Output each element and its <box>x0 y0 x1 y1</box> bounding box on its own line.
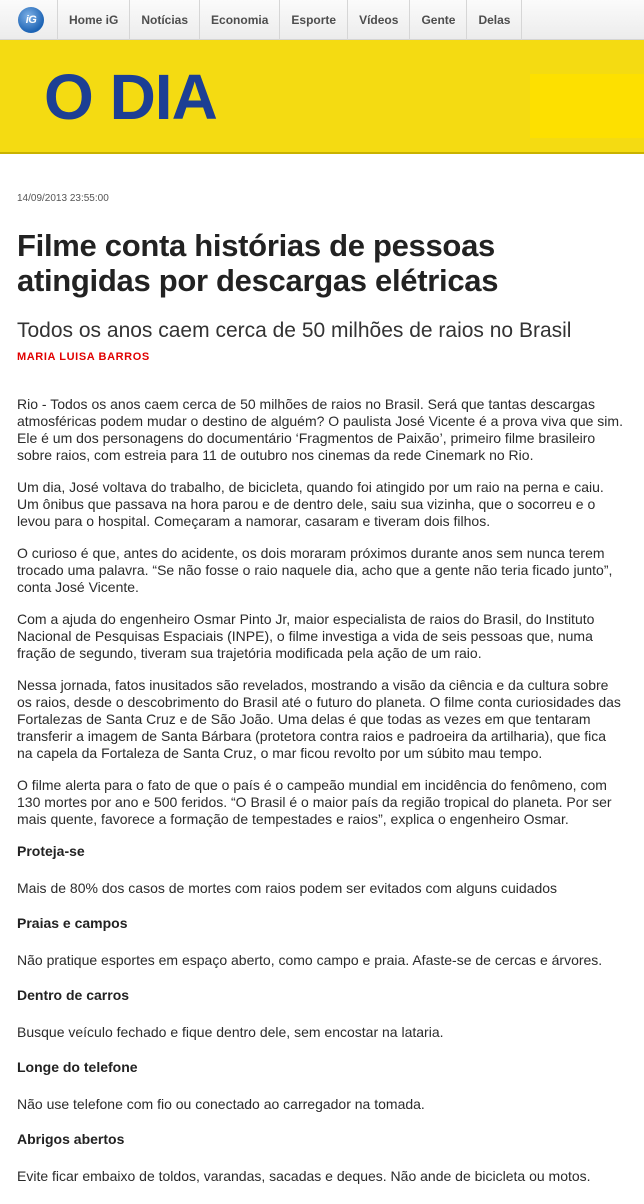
tip-text: Mais de 80% dos casos de mortes com raios podem ser evitados com alguns cuidados <box>17 880 558 896</box>
nav-delas[interactable]: Delas <box>466 0 522 40</box>
article-date: 14/09/2013 23:55:00 <box>17 193 109 204</box>
nav-gente[interactable]: Gente <box>409 0 466 40</box>
article-author[interactable]: MARIA LUISA BARROS <box>17 351 150 363</box>
article-paragraph: O filme alerta para o fato de que o país é o campeão mundial em incidência do fenômeno, com 130 mortes por ano e 500 feridos. “O Brasil é o maior país da região tropical do planeta. Por ser mais quente, favorece a formação de tempestades e raios”, explica o engenheiro Osmar. <box>17 777 612 827</box>
ig-logo[interactable]: iG <box>18 7 44 33</box>
tip-heading: Proteja-se <box>17 843 85 859</box>
article <box>17 193 625 1203</box>
nav-economia[interactable]: Economia <box>199 0 279 40</box>
tip-heading: Abrigos abertos <box>17 1131 125 1147</box>
top-navigation-bar <box>0 0 644 40</box>
nav-esporte[interactable]: Esporte <box>279 0 347 40</box>
tip-text: Não pratique esportes em espaço aberto, como campo e praia. Afaste-se de cercas e árvores. <box>17 952 603 968</box>
article-paragraph: Um dia, José voltava do trabalho, de bicicleta, quando foi atingido por um raio na perna e caiu. Um ônibus que passava na hora parou e de dentro dele, saiu sua vizinha, que o socorreu e o levou para o hospital. Começaram a namorar, casaram e tiveram dois filhos. <box>17 479 604 529</box>
tip-heading: Longe do telefone <box>17 1059 138 1075</box>
tip-heading: Praias e campos <box>17 915 128 931</box>
nav-videos[interactable]: Vídeos <box>347 0 409 40</box>
tip-text: Não use telefone com fio ou conectado ao carregador na tomada. <box>17 1096 425 1112</box>
article-title: Filme conta histórias de pessoas atingidas por descargas elétricas <box>17 228 499 298</box>
nav-home-ig[interactable]: Home iG <box>57 0 129 40</box>
article-paragraph: Nessa jornada, fatos inusitados são revelados, mostrando a visão da ciência e da cultura sobre os raios, desde o descobrimento do Brasil até o futuro do planeta. O filme conta curiosidades das Fortalezas de Santa Cruz e de São João. Uma delas é que todas as vezes em que tentaram transferir a imagem de Santa Bárbara (protetora contra raios e padroeira da artilharia), que fica na capela da Fortaleza de Santa Cruz, o mar ficou revolto por um súbito mau tempo. <box>17 677 621 761</box>
tip-heading: Dentro de carros <box>17 987 130 1003</box>
nav-noticias[interactable]: Notícias <box>129 0 199 40</box>
o-dia-logo[interactable]: O DIA <box>44 61 217 133</box>
header-banner-block <box>530 74 644 138</box>
article-paragraph: Com a ajuda do engenheiro Osmar Pinto Jr, maior especialista de raios do Brasil, do Instituto Nacional de Pesquisas Espaciais (INPE), o filme investiga a vida de seis pessoas que, numa fração de segundo, tiveram sua trajetória modificada pela ação de um raio. <box>17 611 595 661</box>
o-dia-header <box>0 40 644 154</box>
article-paragraph: Rio - Todos os anos caem cerca de 50 milhões de raios no Brasil. Será que tantas descargas atmosféricas podem mudar o destino de alguém? O paulista José Vicente é a prova viva que sim. Ele é um dos personagens do documentário ‘Fragmentos de Paixão’, primeiro filme brasileiro sobre raios, com estreia para 11 de outubro nos cinemas da rede Cinemark no Rio. <box>17 396 623 463</box>
article-paragraph: O curioso é que, antes do acidente, os dois moraram próximos durante anos sem nunca terem trocado uma palavra. “Se não fosse o raio naquele dia, acho que a gente não teria ficado junto”, conta José Vicente. <box>17 545 613 595</box>
main-nav <box>57 0 522 40</box>
article-subtitle: Todos os anos caem cerca de 50 milhões de raios no Brasil <box>17 319 572 342</box>
tip-text: Busque veículo fechado e fique dentro dele, sem encostar na lataria. <box>17 1024 444 1040</box>
tip-text: Evite ficar embaixo de toldos, varandas, sacadas e deques. Não ande de bicicleta ou motos. <box>17 1168 591 1184</box>
